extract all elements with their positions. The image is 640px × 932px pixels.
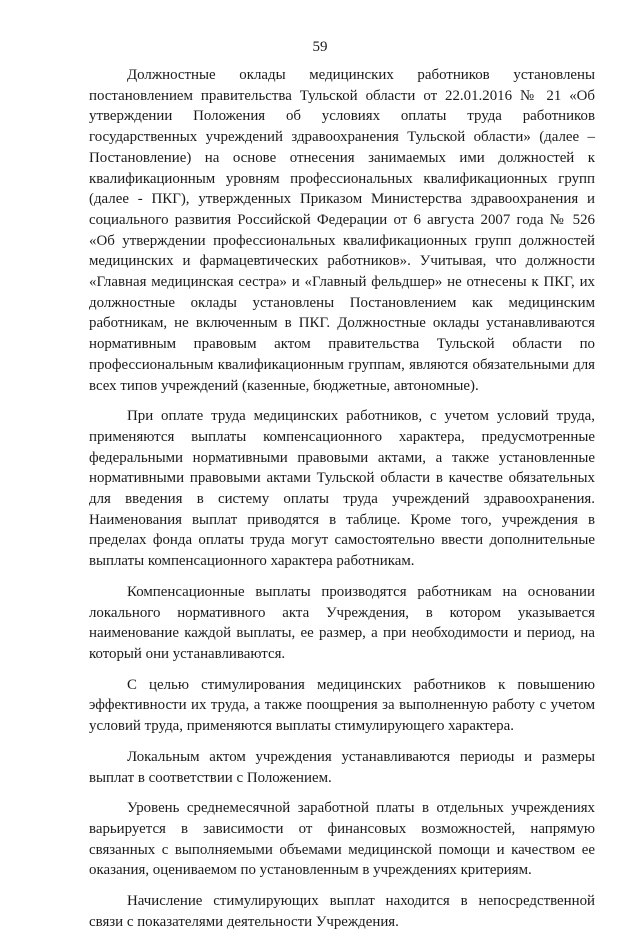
paragraph-incentive-purpose: С целью стимулирования медицинских работников к повышению эффективности их труда, а также поощрения за выполненную работу с учетом условий труда, применяются выплаты стимулирующего характера. bbox=[89, 676, 595, 735]
document-body bbox=[89, 65, 595, 932]
paragraph-average-salary: Уровень среднемесячной заработной платы в отдельных учреждениях варьируется в зависимости от финансовых возможностей, напрямую связанных с выполняемыми объемами медицинской помощи и качеством ее оказания, оцениваемом по установленным в учреждениях критериям. bbox=[89, 800, 595, 879]
paragraph-salaries: Должностные оклады медицинских работников установлены постановлением правительства Тульской области от 22.01.2016 № 21 «Об утверждении Положения об условиях оплаты труда работников государственных учреждений здравоохранения Тульской области» (далее – Постановление) на основе отнесения занимаемых ими должностей к квалификационным уровням профессиональных квалификационных групп (далее - ПКГ), утвержденных Приказом Министерства здравоохранения и социального развития Российской Федерации от 6 августа 2007 года № 526 «Об утверждении профессиональных квалификационных групп должностей медицинских и фармацевтических работников». Учитывая, что должности «Главная медицинская сестра» и «Главный фельдшер» не отнесены к ПКГ, их должностные оклады установлены Постановлением как медицинским работникам, не включенным в ПКГ. Должностные оклады устанавливаются нормативным правовым актом правительства Тульской области по профессиональным квалификационным группам, являются обязательными для всех типов учреждений (казенные, бюджетные, автономные). bbox=[89, 67, 595, 394]
paragraph-incentive-accrual: Начисление стимулирующих выплат находится в непосредственной связи с показателями деятельности Учреждения. bbox=[89, 893, 595, 930]
paragraph-compensation-payments: При оплате труда медицинских работников, с учетом условий труда, применяются выплаты компенсационного характера, предусмотренные федеральными нормативными правовыми актами, а также установленные нормативными правовыми актами Тульской области в качестве обязательных для введения в систему оплаты труда учреждений здравоохранения. Наименования выплат приводятся в таблице. Кроме того, учреждения в пределах фонда оплаты труда могут самостоятельно ввести дополнительные выплаты компенсационного характера работникам. bbox=[89, 408, 595, 570]
paragraph-local-act: Локальным актом учреждения устанавливаются периоды и размеры выплат в соответствии с Положением. bbox=[89, 748, 595, 786]
page-number: 59 bbox=[312, 39, 328, 55]
paragraph-compensation-basis: Компенсационные выплаты производятся работникам на основании локального нормативного акта Учреждения, в котором указывается наименование каждой выплаты, ее размер, а при необходимости и период, на который они устанавливаются. bbox=[89, 583, 595, 662]
